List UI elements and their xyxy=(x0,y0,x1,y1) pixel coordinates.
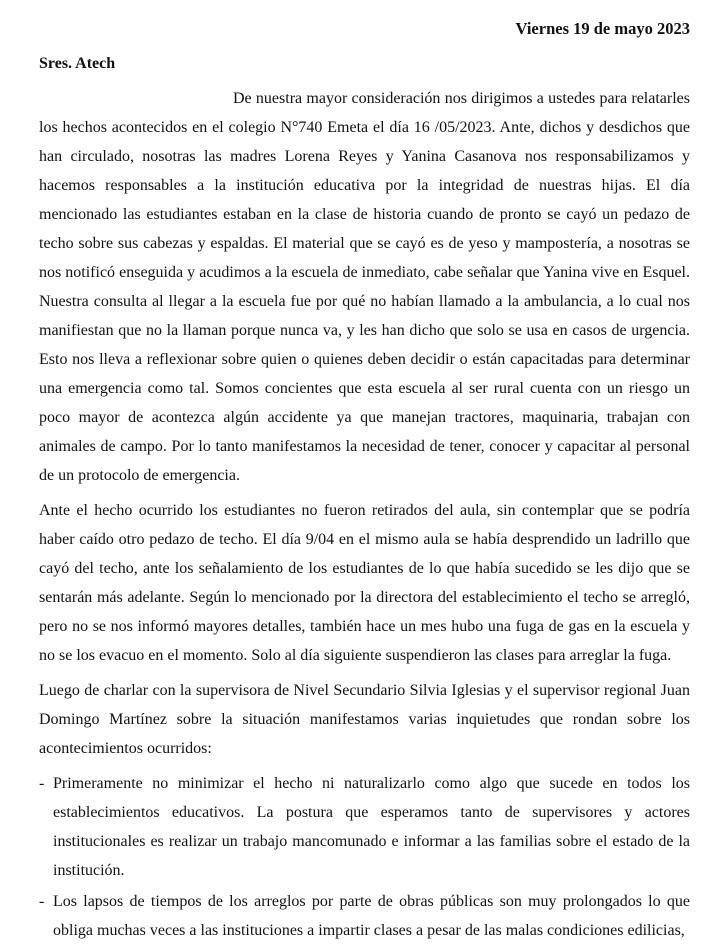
list-item xyxy=(39,887,690,945)
letter-paragraph-supervisors: Luego de charlar con la supervisora de Nivel Secundario Silvia Iglesias y el supervisor regional Juan Domingo Martínez sobre la situación manifestamos varias inquietudes que rondan sobre los acontecimientos ocurridos: xyxy=(39,682,690,757)
dash-bullet-icon: - xyxy=(39,775,45,792)
list-item-text: Los lapsos de tiempos de los arreglos por parte de obras públicas son muy prolongados lo que obliga muchas veces a las instituciones a impartir clases a pesar de las malas condiciones edilicias, xyxy=(53,893,690,939)
dash-bullet-icon: - xyxy=(39,893,45,910)
letter-paragraph-incident: Ante el hecho ocurrido los estudiantes no fueron retirados del aula, sin contemplar que se podría haber caído otro pedazo de techo. El día 9/04 en el mismo aula se había desprendido un ladrillo que cayó del techo, ante los señalamiento de los estudiantes de lo que había sucedido se les dijo que se sentarán más adelante. Según lo mencionado por la directora del establecimiento el techo se arregló, pero no se nos informó mayores detalles, también hace un mes hubo una fuga de gas en la escuela y no se los evacuo en el momento. Solo al día siguiente suspendieron las clases para arreglar la fuga. xyxy=(39,502,690,664)
list-item-text: Primeramente no minimizar el hecho ni naturalizarlo como algo que sucede en todos los establecimientos educativos. La postura que esperamos tanto de supervisores y actores institucionales es realizar un trabajo mancomunado e informar a las familias sobre el estado de la institución. xyxy=(53,775,690,879)
letter-date: Viernes 19 de mayo 2023 xyxy=(515,19,690,38)
list-item xyxy=(39,769,690,885)
letter-paragraph-intro: De nuestra mayor consideración nos dirigimos a ustedes para relatarles los hechos acontecidos en el colegio N°740 Emeta el día 16 /05/2023. Ante, dichos y desdichos que han circulado, nosotras las madres Lorena Reyes y Yanina Casanova nos responsabilizamos y hacemos responsables a la institución educativa por la integridad de nuestras hijas. El día mencionado las estudiantes estaban en la clase de historia cuando de pronto se cayó un pedazo de techo sobre sus cabezas y espaldas. El material que se cayó es de yeso y mampostería, a nosotras se nos notificó enseguida y acudimos a la escuela de inmediato, cabe señalar que Yanina vive en Esquel. Nuestra consulta al llegar a la escuela fue por qué no habían llamado a la ambulancia, a lo cual nos manifiestan que no la llaman porque nunca va, y les han dicho que solo se usa en casos de urgencia. Esto nos lleva a reflexionar sobre quien o quienes deben decidir o están capacitadas para determinar una emergencia como tal. Somos concientes que esta escuela al ser rural cuenta con un riesgo un poco mayor de acontezca algún accidente ya que manejan tractores, maquinaria, trabajan con animales de campo. Por lo tanto manifestamos la necesidad de tener, conocer y capacitar al personal de un protocolo de emergencia. xyxy=(39,90,690,484)
letter-recipient: Sres. Atech xyxy=(39,55,116,72)
concerns-list xyxy=(39,769,690,945)
